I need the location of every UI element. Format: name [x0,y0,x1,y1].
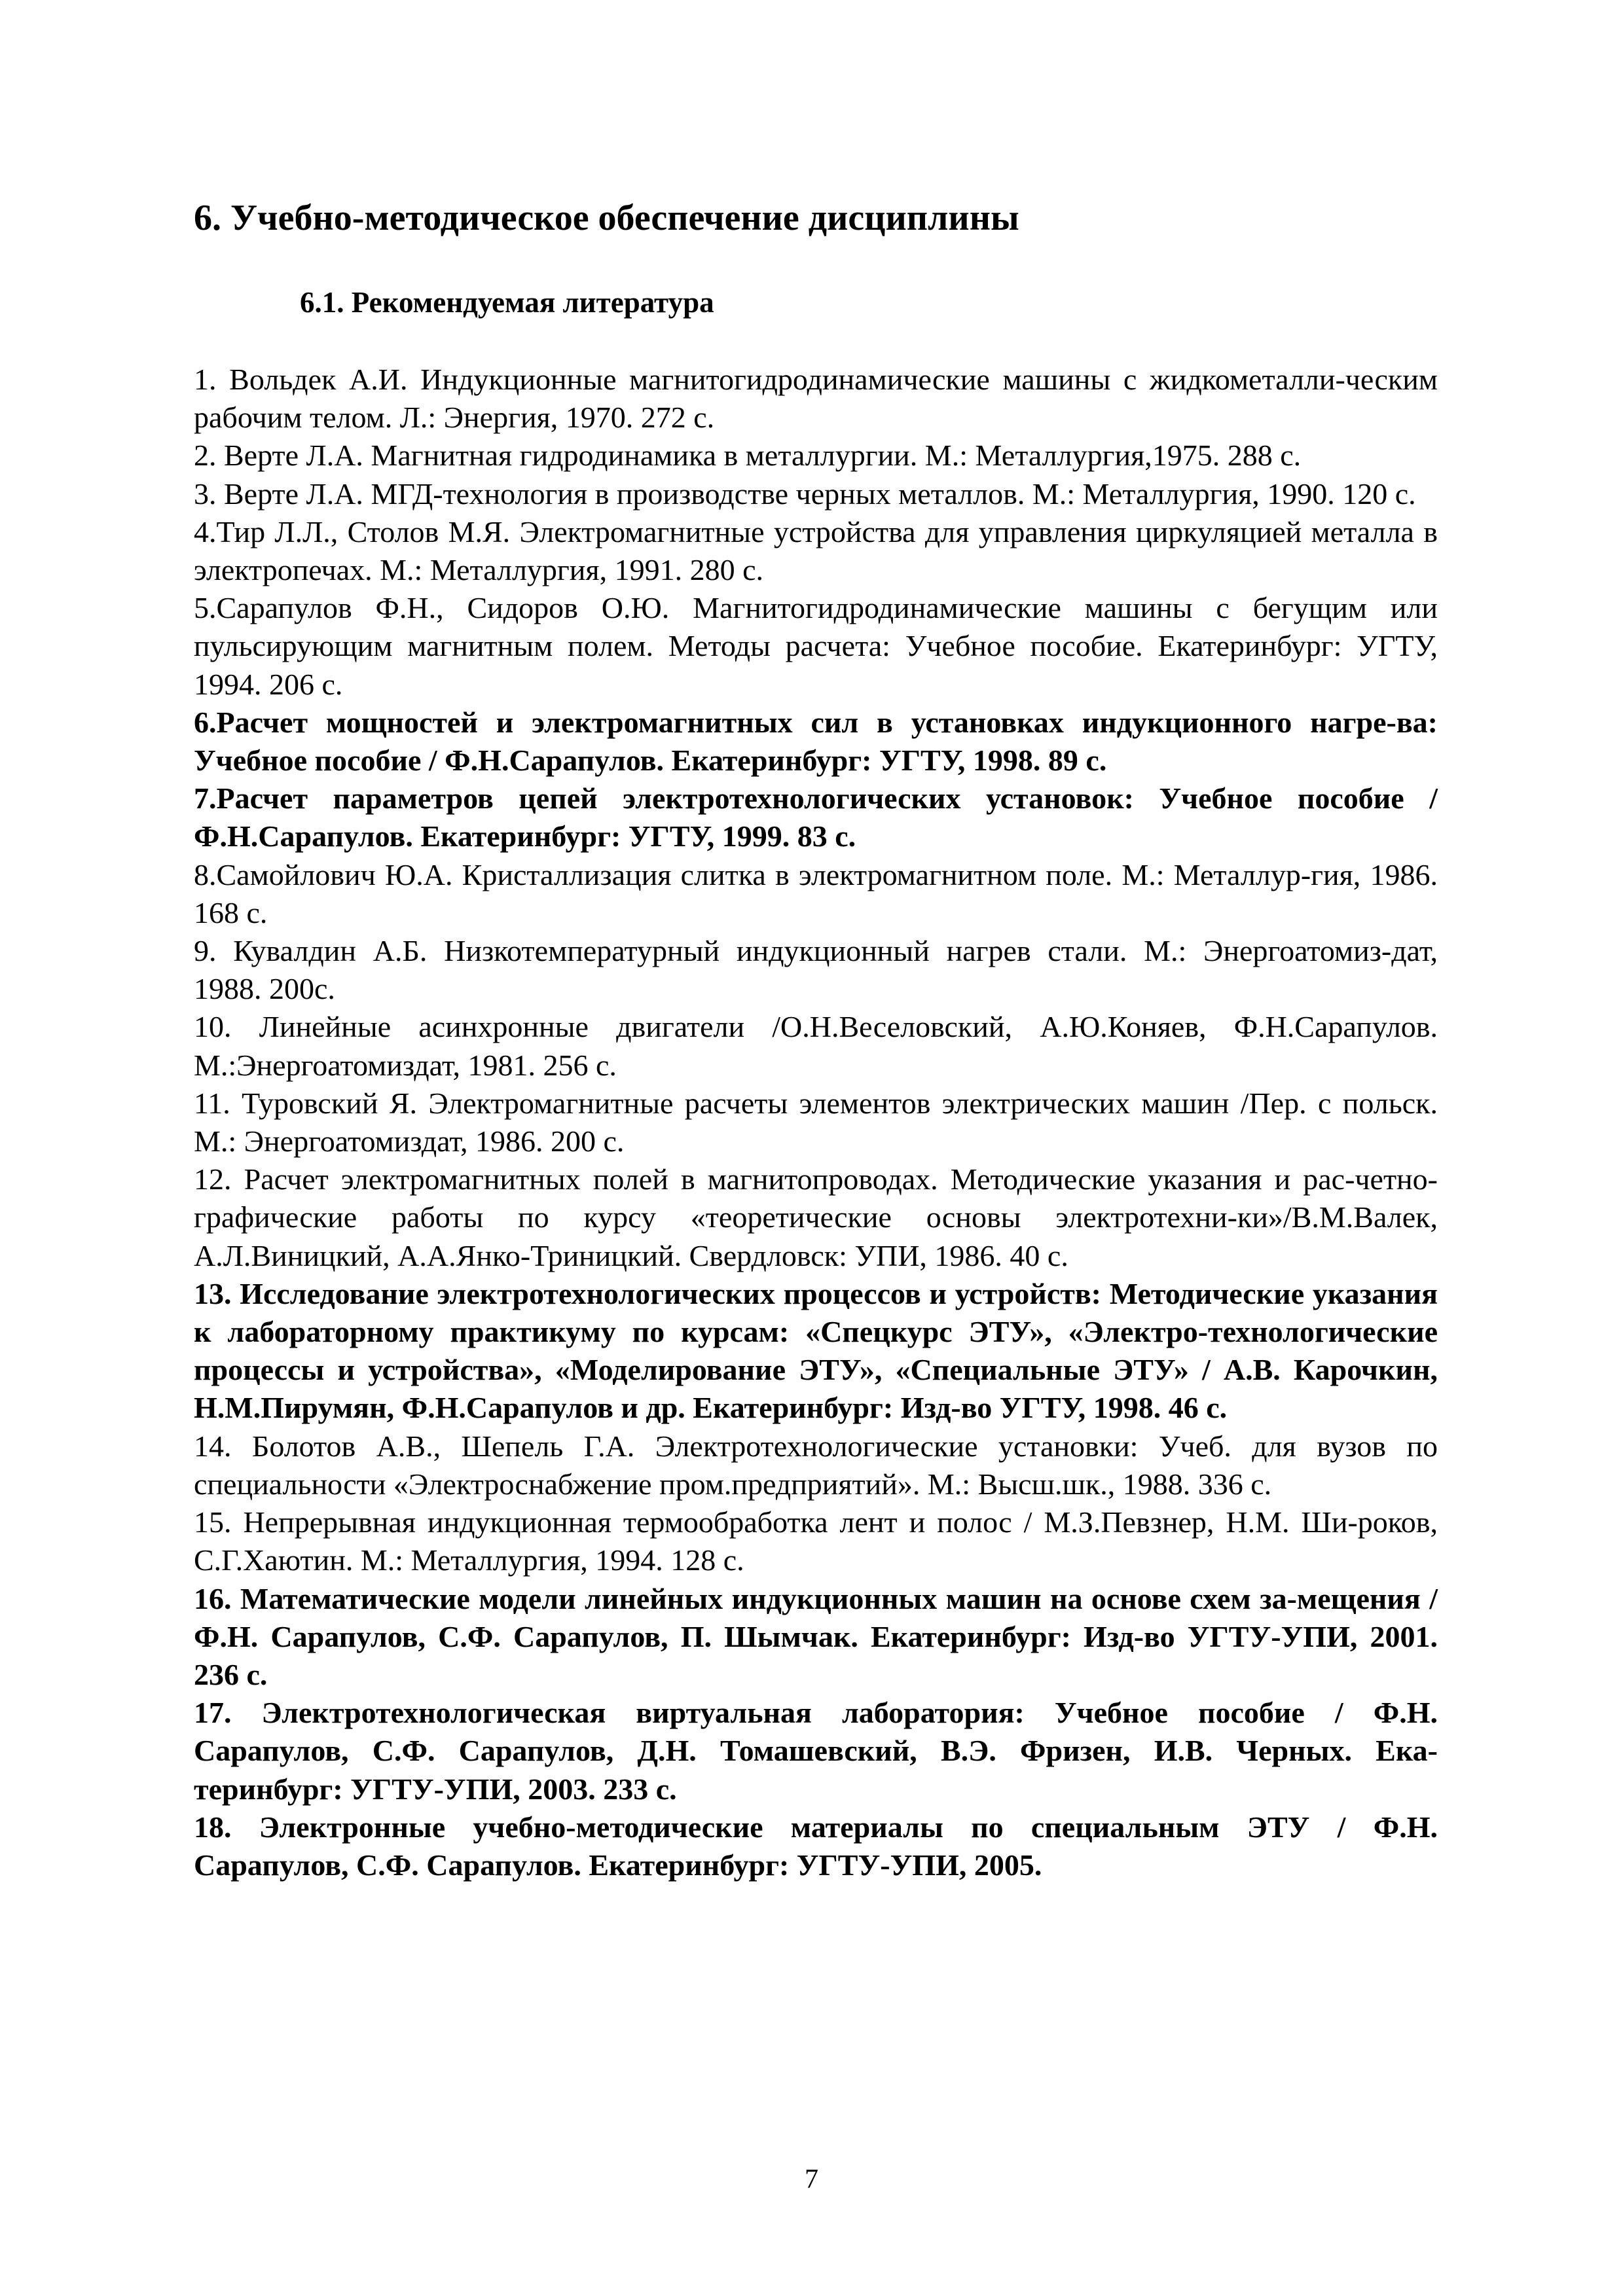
reference-item: 1. Вольдек А.И. Индукционные магнитогидродинамические машины с жидкометалли-ческим рабочим телом. Л.: Энергия, 1970. 272 с. [194,363,1438,435]
reference-item: 8.Самойлович Ю.А. Кристаллизация слитка в электромагнитном поле. М.: Металлур-гия, 1986. 168 с. [194,857,1438,929]
reference-item: 11. Туровский Я. Электромагнитные расчеты элементов электрических машин /Пер. с польск. М.: Энергоатомиздат, 1986. 200 с. [194,1086,1438,1158]
reference-item: 10. Линейные асинхронные двигатели /О.Н.Веселовский, А.Ю.Коняев, Ф.Н.Сарапулов. М.:Энергоатомиздат, 1981. 256 с. [194,1010,1438,1082]
reference-item: 5.Сарапулов Ф.Н., Сидоров О.Ю. Магнитогидродинамические машины с бегущим или пульсирующим магнитным полем. Методы расчета: Учебное пособие. Екатеринбург: УГТУ, 1994. 206 с. [194,591,1438,701]
reference-item: 4.Тир Л.Л., Столов М.Я. Электромагнитные устройства для управления циркуляцией металла в электропечах. М.: Металлургия, 1991. 280 с. [194,514,1438,587]
reference-item: 9. Кувалдин А.Б. Низкотемпературный индукционный нагрев стали. М.: Энергоатомиз-дат, 1988. 200с. [194,934,1438,1006]
reference-item: 6.Расчет мощностей и электромагнитных сил в установках индукционного нагре-ва: Учебное пособие / Ф.Н.Сарапулов. Екатеринбург: УГТУ, 1998. 89 с. [194,705,1438,778]
subsection-title: 6.1. Рекомендуемая литература [300,286,714,319]
page-number: 7 [805,2164,818,2195]
reference-item: 15. Непрерывная индукционная термообработка лент и полос / М.З.Певзнер, Н.М. Ши-роков, С.Г.Хаютин. М.: Металлургия, 1994. 128 с. [194,1505,1438,1577]
reference-item: 13. Исследование электротехнологических процессов и устройств: Методические указания к лабораторному практикуму по курсам: «Спецкурс ЭТУ», «Электро-технологические процессы и устройства», «Моделирование ЭТУ», «Специальные ЭТУ» / А.В. Карочкин, Н.М.Пирумян, Ф.Н.Сарапулов и др. Екатеринбург: Изд-во УГТУ, 1998. 46 с. [194,1276,1438,1425]
reference-item: 2. Верте Л.А. Магнитная гидродинамика в металлургии. М.: Металлургия,1975. 288 с. [194,439,1302,473]
reference-item: 14. Болотов А.В., Шепель Г.А. Электротехнологические установки: Учеб. для вузов по специальности «Электроснабжение пром.предприятий». М.: Высш.шк., 1988. 336 с. [194,1429,1438,1501]
reference-item: 3. Верте Л.А. МГД-технология в производстве черных металлов. М.: Металлургия, 1990. 120 с. [194,476,1416,511]
reference-item: 7.Расчет параметров цепей электротехнологических установок: Учебное пособие / Ф.Н.Сарапулов. Екатеринбург: УГТУ, 1999. 83 с. [194,781,1438,853]
reference-item: 16. Математические модели линейных индукционных машин на основе схем за-мещения / Ф.Н. Сарапулов, С.Ф. Сарапулов, П. Шымчак. Екатеринбург: Изд-во УГТУ-УПИ, 2001. 236 с. [194,1581,1438,1691]
reference-item: 12. Расчет электромагнитных полей в магнитопроводах. Методические указания и рас-четно-графические работы по курсу «теоретические основы электротехни-ки»/В.М.Валек, А.Л.Виницкий, А.А.Янко-Триницкий. Свердловск: УПИ, 1986. 40 с. [194,1162,1438,1272]
reference-list [194,361,1438,1884]
section-title: 6. Учебно-методическое обеспечение дисциплины [194,198,1019,238]
reference-item: 18. Электронные учебно-методические материалы по специальным ЭТУ / Ф.Н. Сарапулов, С.Ф. Сарапулов. Екатеринбург: УГТУ-УПИ, 2005. [194,1810,1438,1882]
reference-item: 17. Электротехнологическая виртуальная лаборатория: Учебное пособие / Ф.Н. Сарапулов, С.Ф. Сарапулов, Д.Н. Томашевский, В.Э. Фризен, И.В. Черных. Ека-теринбург: УГТУ-УПИ, 2003. 233 с. [194,1696,1438,1806]
